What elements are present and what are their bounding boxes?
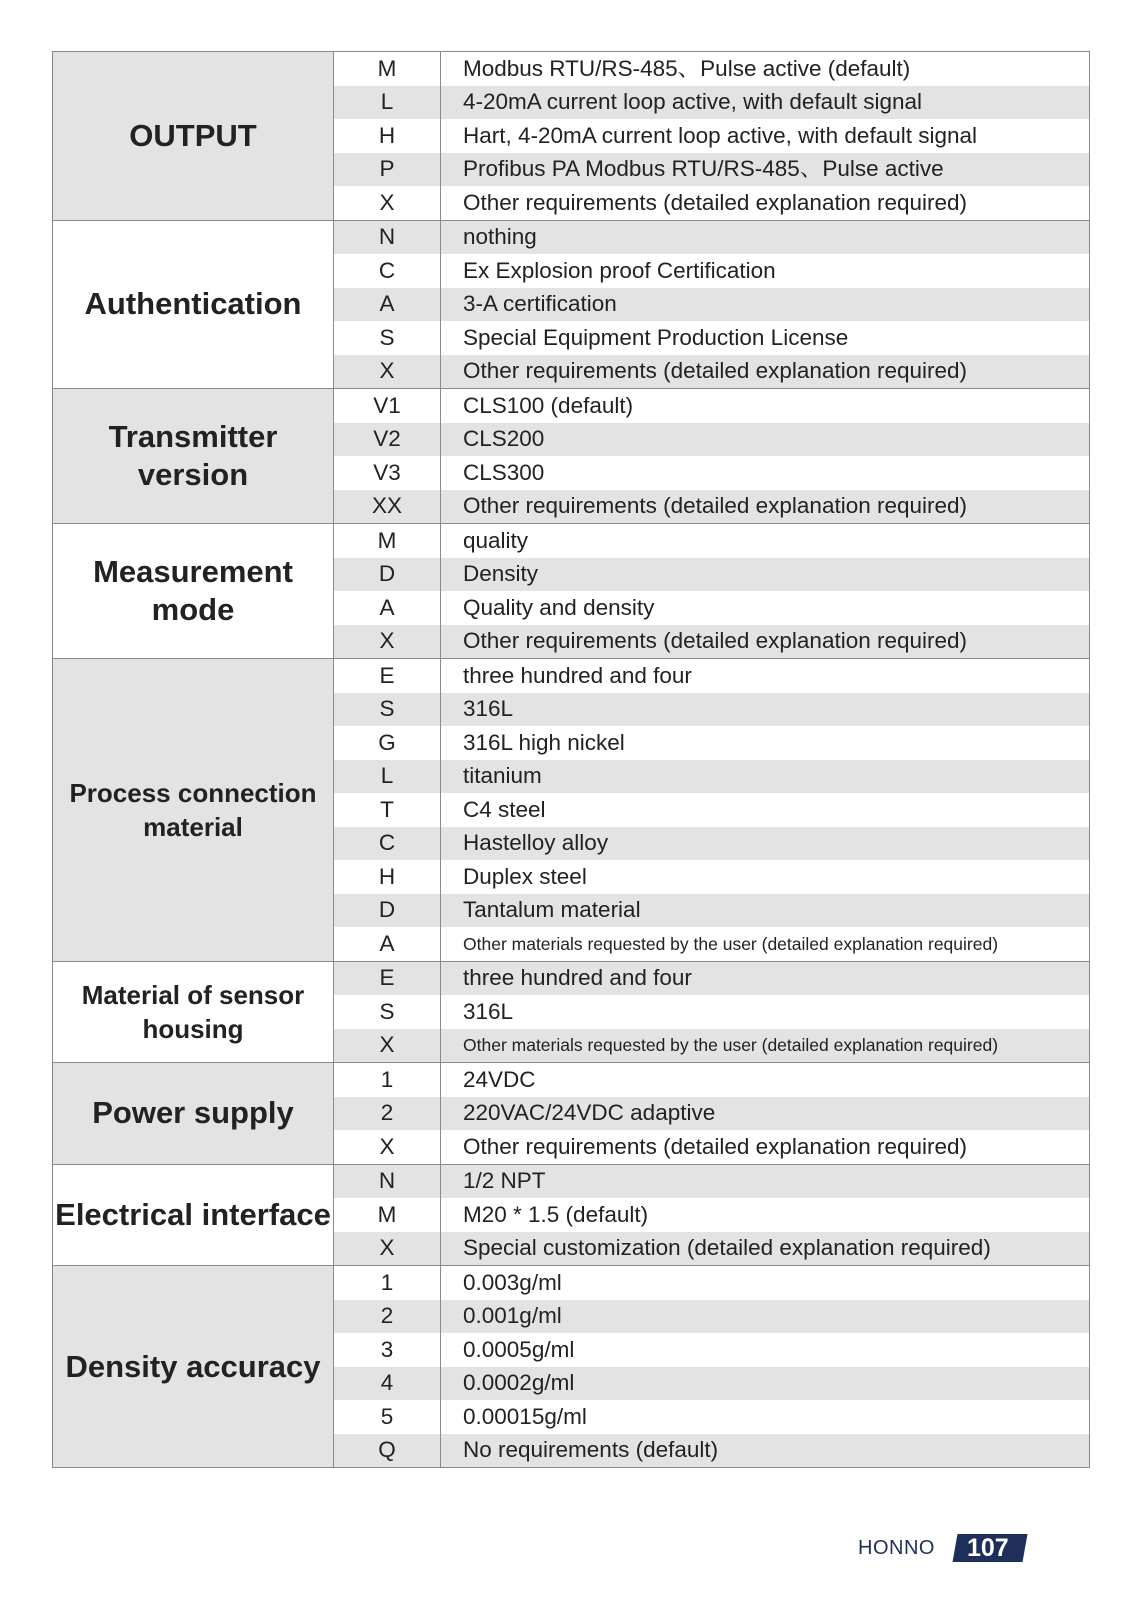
- option-description: M20 * 1.5 (default): [441, 1198, 1090, 1232]
- option-description: Other requirements (detailed explanation required): [441, 625, 1090, 659]
- option-description: 1/2 NPT: [441, 1164, 1090, 1198]
- group-title: Transmitter version: [53, 389, 334, 524]
- group-title: Density accuracy: [53, 1266, 334, 1468]
- option-code: A: [334, 927, 441, 961]
- option-description: Tantalum material: [441, 894, 1090, 928]
- option-code: X: [334, 1130, 441, 1164]
- option-description: nothing: [441, 220, 1090, 254]
- option-code: A: [334, 591, 441, 625]
- option-description: Special customization (detailed explanation required): [441, 1232, 1090, 1266]
- group-title: Electrical interface: [53, 1164, 334, 1266]
- brand-name: HONNO: [858, 1536, 935, 1559]
- option-code: T: [334, 793, 441, 827]
- option-code: 5: [334, 1400, 441, 1434]
- option-code: X: [334, 625, 441, 659]
- option-code: M: [334, 1198, 441, 1232]
- option-description: 0.00015g/ml: [441, 1400, 1090, 1434]
- option-description: 316L high nickel: [441, 726, 1090, 760]
- option-description: Ex Explosion proof Certification: [441, 254, 1090, 288]
- option-description: 316L: [441, 995, 1090, 1029]
- option-description: Profibus PA Modbus RTU/RS-485、Pulse active: [441, 153, 1090, 187]
- option-code: A: [334, 288, 441, 322]
- option-description: Density: [441, 558, 1090, 592]
- option-code: V3: [334, 456, 441, 490]
- option-code: XX: [334, 490, 441, 524]
- option-code: X: [334, 1232, 441, 1266]
- option-code: S: [334, 995, 441, 1029]
- option-code: D: [334, 894, 441, 928]
- option-code: X: [334, 186, 441, 220]
- option-description: 220VAC/24VDC adaptive: [441, 1097, 1090, 1131]
- option-code: E: [334, 961, 441, 995]
- table-row: [53, 659, 1090, 693]
- table-row: [53, 961, 1090, 995]
- group-title: Authentication: [53, 220, 334, 389]
- option-description: quality: [441, 524, 1090, 558]
- option-description: Quality and density: [441, 591, 1090, 625]
- option-code: 4: [334, 1367, 441, 1401]
- spec-table-body: [53, 52, 1090, 1468]
- page-footer: [858, 1533, 1025, 1563]
- group-title: Process connection material: [53, 659, 334, 962]
- option-description: 4-20mA current loop active, with default signal: [441, 86, 1090, 120]
- option-code: L: [334, 86, 441, 120]
- option-description: 0.001g/ml: [441, 1300, 1090, 1334]
- option-code: 2: [334, 1300, 441, 1334]
- option-description: 24VDC: [441, 1063, 1090, 1097]
- option-code: L: [334, 760, 441, 794]
- option-code: 1: [334, 1266, 441, 1300]
- option-code: H: [334, 860, 441, 894]
- option-code: M: [334, 524, 441, 558]
- option-code: S: [334, 321, 441, 355]
- option-code: V2: [334, 423, 441, 457]
- table-row: [53, 220, 1090, 254]
- table-row: [53, 52, 1090, 86]
- option-description: No requirements (default): [441, 1434, 1090, 1468]
- option-code: X: [334, 1029, 441, 1063]
- table-row: [53, 389, 1090, 423]
- group-title: Power supply: [53, 1063, 334, 1165]
- option-description: Other requirements (detailed explanation required): [441, 355, 1090, 389]
- option-code: G: [334, 726, 441, 760]
- group-title: Material of sensor housing: [53, 961, 334, 1063]
- option-code: 3: [334, 1333, 441, 1367]
- option-description: Other materials requested by the user (detailed explanation required): [441, 1029, 1090, 1063]
- option-code: C: [334, 827, 441, 861]
- option-description: Other requirements (detailed explanation required): [441, 490, 1090, 524]
- option-code: 1: [334, 1063, 441, 1097]
- option-description: CLS200: [441, 423, 1090, 457]
- option-code: V1: [334, 389, 441, 423]
- option-description: 0.0002g/ml: [441, 1367, 1090, 1401]
- option-description: CLS300: [441, 456, 1090, 490]
- option-description: Modbus RTU/RS-485、Pulse active (default): [441, 52, 1090, 86]
- table-row: [53, 1164, 1090, 1198]
- option-description: 316L: [441, 693, 1090, 727]
- option-description: Duplex steel: [441, 860, 1090, 894]
- option-code: E: [334, 659, 441, 693]
- option-code: H: [334, 119, 441, 153]
- option-description: 0.0005g/ml: [441, 1333, 1090, 1367]
- option-description: three hundred and four: [441, 659, 1090, 693]
- option-code: D: [334, 558, 441, 592]
- table-row: [53, 1266, 1090, 1300]
- table-row: [53, 1063, 1090, 1097]
- option-code: P: [334, 153, 441, 187]
- option-description: Other requirements (detailed explanation required): [441, 1130, 1090, 1164]
- page-number: 107: [966, 1534, 1009, 1562]
- option-description: CLS100 (default): [441, 389, 1090, 423]
- option-description: Hastelloy alloy: [441, 827, 1090, 861]
- page-number-badge: [952, 1534, 1027, 1562]
- option-description: three hundred and four: [441, 961, 1090, 995]
- group-title: OUTPUT: [53, 52, 334, 221]
- option-description: Special Equipment Production License: [441, 321, 1090, 355]
- group-title: Measurement mode: [53, 524, 334, 659]
- option-description: Hart, 4-20mA current loop active, with default signal: [441, 119, 1090, 153]
- option-code: C: [334, 254, 441, 288]
- option-code: X: [334, 355, 441, 389]
- option-code: N: [334, 1164, 441, 1198]
- option-description: Other requirements (detailed explanation required): [441, 186, 1090, 220]
- spec-table: [52, 51, 1090, 1468]
- option-code: N: [334, 220, 441, 254]
- option-code: Q: [334, 1434, 441, 1468]
- option-code: M: [334, 52, 441, 86]
- option-code: 2: [334, 1097, 441, 1131]
- option-description: C4 steel: [441, 793, 1090, 827]
- option-description: 3-A certification: [441, 288, 1090, 322]
- option-description: Other materials requested by the user (detailed explanation required): [441, 927, 1090, 961]
- table-row: [53, 524, 1090, 558]
- option-description: 0.003g/ml: [441, 1266, 1090, 1300]
- option-description: titanium: [441, 760, 1090, 794]
- option-code: S: [334, 693, 441, 727]
